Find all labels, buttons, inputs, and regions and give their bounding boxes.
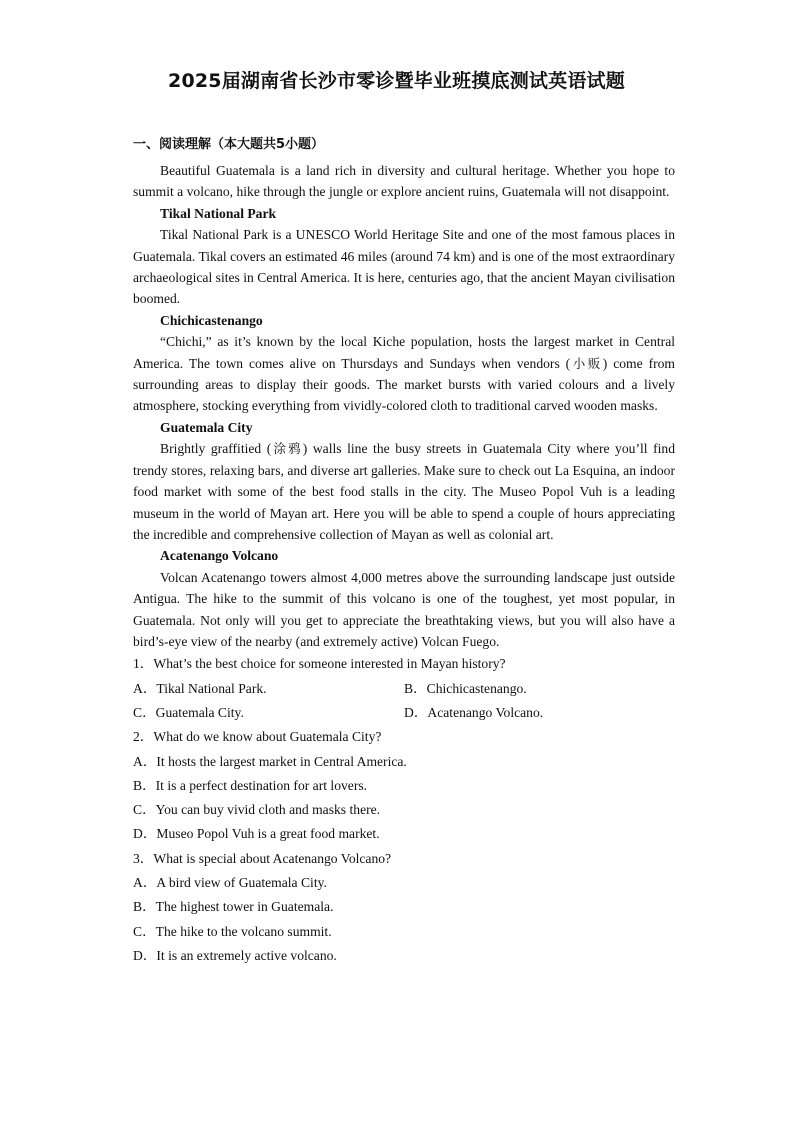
section-heading-acatenango: Acatenango Volcano xyxy=(160,548,279,564)
section-heading-tikal: Tikal National Park xyxy=(160,205,277,221)
option-d[interactable]: D．It is an extremely active volcano. xyxy=(133,947,337,963)
option-row xyxy=(133,677,675,701)
section-heading-guatemala-city: Guatemala City xyxy=(160,419,253,435)
page-title: 2025届湖南省长沙市零诊暨毕业班摸底测试英语试题 xyxy=(168,70,625,92)
question-stem: 2．What do we know about Guatemala City? xyxy=(133,729,382,745)
option-b[interactable]: B．The highest tower in Guatemala. xyxy=(133,899,334,915)
text-part: “Chichi,” as it’s known by the local Kiche population, hosts the largest market in Central America. The town comes alive on Thursdays and Sundays when vendors ( xyxy=(133,334,675,371)
text-part: Brightly graffitied ( xyxy=(160,441,272,457)
option-row xyxy=(133,701,675,725)
option-c[interactable]: C．The hike to the volcano summit. xyxy=(133,923,332,939)
reading-passage xyxy=(133,160,675,968)
option-a[interactable]: A．It hosts the largest market in Central America. xyxy=(133,753,407,769)
text-part: ) come from surrounding areas to display their goods. The market bursts with varied colours and a lively atmosphere, stocking everything from vividly-colored cloth to traditional carved wooden masks. xyxy=(133,355,675,414)
section-text-acatenango: Volcan Acatenango towers almost 4,000 metres above the surrounding landscape just outside Antigua. The hike to the summit of this volcano is one of the toughest, yet most popular, in Guatemala. Not only will you get to appreciate the breathtaking views, but you will also have a bird’s-eye view of the nearby (and extremely active) Volcan Fuego. xyxy=(133,569,675,649)
question-1 xyxy=(133,652,675,725)
option-d[interactable]: D．Acatenango Volcano. xyxy=(404,704,544,720)
section-text-guatemala-city xyxy=(133,438,675,545)
question-stem: 3．What is special about Acatenango Volcano? xyxy=(133,850,392,866)
option-d[interactable]: D．Museo Popol Vuh is a great food market. xyxy=(133,826,380,842)
chinese-gloss: 小贩 xyxy=(570,355,603,371)
option-a[interactable]: A．A bird view of Guatemala City. xyxy=(133,875,327,891)
question-2 xyxy=(133,725,675,846)
section-text-chichicastenango xyxy=(133,331,675,417)
question-stem: 1．What’s the best choice for someone interested in Mayan history? xyxy=(133,656,506,672)
option-b[interactable]: B．Chichicastenango. xyxy=(404,680,527,696)
text-part: ) walls line the busy streets in Guatemala City where you’ll find trendy stores, relaxing bars, and diverse art galleries. Make sure to check out La Esquina, an indoor food market with some of the best food stalls in the city. The Museo Popol Vuh is a leading museum in the world of Mayan art. Here you will be able to spend a couple of hours appreciating the incredible and comprehensive collection of Mayan as well as colonial art. xyxy=(133,441,675,542)
passage-intro: Beautiful Guatemala is a land rich in diversity and cultural heritage. Whether you hope to summit a volcano, hike through the jungle or explore ancient ruins, Guatemala will not disappoint. xyxy=(133,163,675,200)
option-b[interactable]: B．It is a perfect destination for art lovers. xyxy=(133,777,368,793)
question-3 xyxy=(133,847,675,968)
option-c[interactable]: C．You can buy vivid cloth and masks there. xyxy=(133,802,381,818)
section-heading: 一、阅读理解（本大题共5小题） xyxy=(133,137,325,152)
section-text-tikal: Tikal National Park is a UNESCO World Heritage Site and one of the most famous places in Guatemala. Tikal covers an estimated 46 miles (around 74 km) and is one of the most extraordinary archaeological sites in Central America. It is here, centuries ago, that the ancient Mayan civilisation boomed. xyxy=(133,227,675,307)
chinese-gloss: 涂鸦 xyxy=(271,441,303,457)
option-a[interactable]: A．Tikal National Park. xyxy=(133,680,267,696)
option-c[interactable]: C．Guatemala City. xyxy=(133,704,244,720)
section-heading-chichicastenango: Chichicastenango xyxy=(160,312,263,328)
